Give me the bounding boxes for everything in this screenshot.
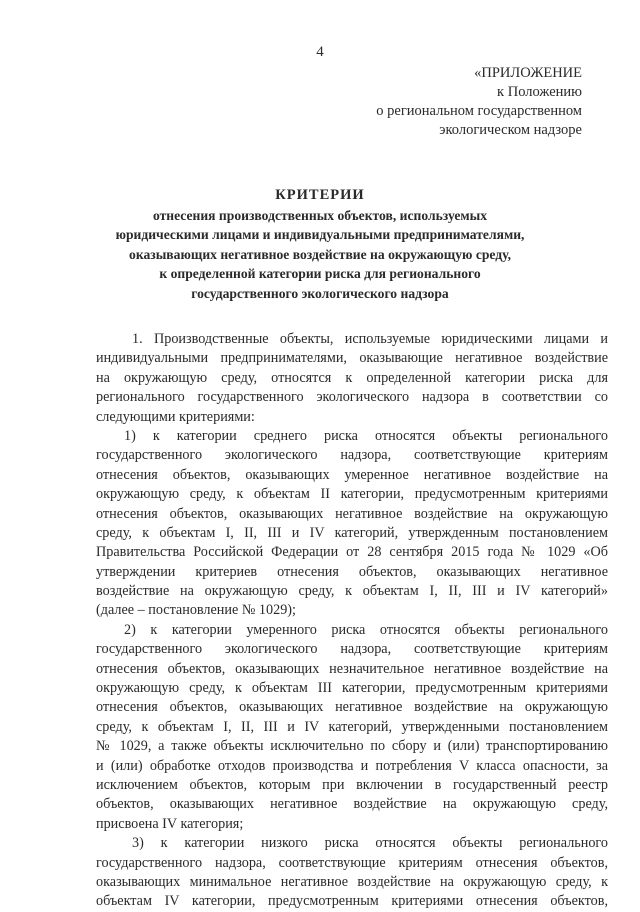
body-line: 2) к категории умеренного риска относятся объекты регионального <box>124 621 608 638</box>
title-main: КРИТЕРИИ <box>275 187 365 203</box>
title-line: отнесения производственных объектов, используемых <box>152 207 488 223</box>
body-line: оказывающих минимальное негативное воздействие на окружающую среду, к <box>96 873 608 890</box>
appendix-line: «ПРИЛОЖЕНИЕ <box>474 65 582 81</box>
appendix-line: о региональном государственном <box>376 103 582 119</box>
body-line: окружающую среду, к объектам III категории, предусмотренным критериями <box>96 680 608 697</box>
body-line: 1) к категории среднего риска относятся объекты регионального <box>124 427 608 444</box>
body-line: и (или) обработке отходов производства и потребления V класса опасности, за <box>96 757 608 774</box>
body-line: 1. Производственные объекты, используемые юридическими лицами и <box>132 331 608 347</box>
appendix-line: экологическом надзоре <box>439 122 582 138</box>
body-line: отнесения объектов, оказывающих негативное воздействие на окружающую <box>96 699 608 716</box>
body-line: отнесения объектов, оказывающих умеренное негативное воздействие на <box>96 466 608 483</box>
body-line: № 1029, а также объекты исключительно по сбору и (или) транспортированию <box>96 738 608 755</box>
body-line: регионального государственного экологического надзора в соответствии со <box>96 389 608 406</box>
body-line: государственного надзора, соответствующие критериям отнесения объектов, <box>96 854 608 871</box>
title-line: оказывающих негативное воздействие на окружающую среду, <box>129 246 511 262</box>
body-line: окружающую среду, к объектам II категории, предусмотренным критериями <box>96 486 608 503</box>
body-line: присвоена IV категория; <box>96 815 244 832</box>
body-line: утверждении критериев отнесения объектов, оказывающих негативное <box>96 563 608 580</box>
title-line: юридическими лицами и индивидуальными предпринимателями, <box>115 227 525 242</box>
body-line: отнесения объектов, оказывающих негативное воздействие на окружающую <box>96 505 608 522</box>
body-line: исключением объектов, которым при включении в государственный реестр <box>96 776 608 793</box>
body-line: 3) к категории низкого риска относятся объекты регионального <box>132 835 608 852</box>
body-line: среду, к объектам I, II, III и IV категорий, утвержденным постановлением <box>96 524 608 541</box>
appendix-line: к Положению <box>497 84 582 100</box>
body-line: объектам IV категории, предусмотренным критериями отнесения объектов, <box>96 893 608 910</box>
title-line: государственного экологического надзора <box>191 285 449 301</box>
body-line: государственного экологического надзора, соответствующие критериям <box>96 447 608 464</box>
body-line: следующими критериями: <box>96 408 255 425</box>
body-line: среду, к объектам I, II, III и IV категорий, утвержденными постановлением <box>96 718 608 735</box>
body-line: (далее – постановление № 1029); <box>96 602 296 619</box>
body-line: на окружающую среду, относятся к определенной категории риска для <box>96 369 608 386</box>
body-line: Правительства Российской Федерации от 28 сентября 2015 года № 1029 «Об <box>96 544 608 561</box>
document-title <box>60 186 580 303</box>
title-line: к определенной категории риска для регионального <box>159 266 481 281</box>
body-line: воздействие на окружающую среду, к объектам I, II, III и IV категорий» <box>96 583 608 600</box>
page-number: 4 <box>316 44 324 60</box>
appendix-header <box>342 64 582 140</box>
body-line: объектов, оказывающих негативное воздействие на окружающую среду, <box>96 796 608 813</box>
body-line: индивидуальными предпринимателями, оказывающие негативное воздействие <box>96 350 608 367</box>
body-line: государственного экологического надзора, соответствующие критериям <box>96 641 608 658</box>
body-line: отнесения объектов, оказывающих незначительное негативное воздействие на <box>96 660 608 677</box>
body-text <box>96 330 608 912</box>
